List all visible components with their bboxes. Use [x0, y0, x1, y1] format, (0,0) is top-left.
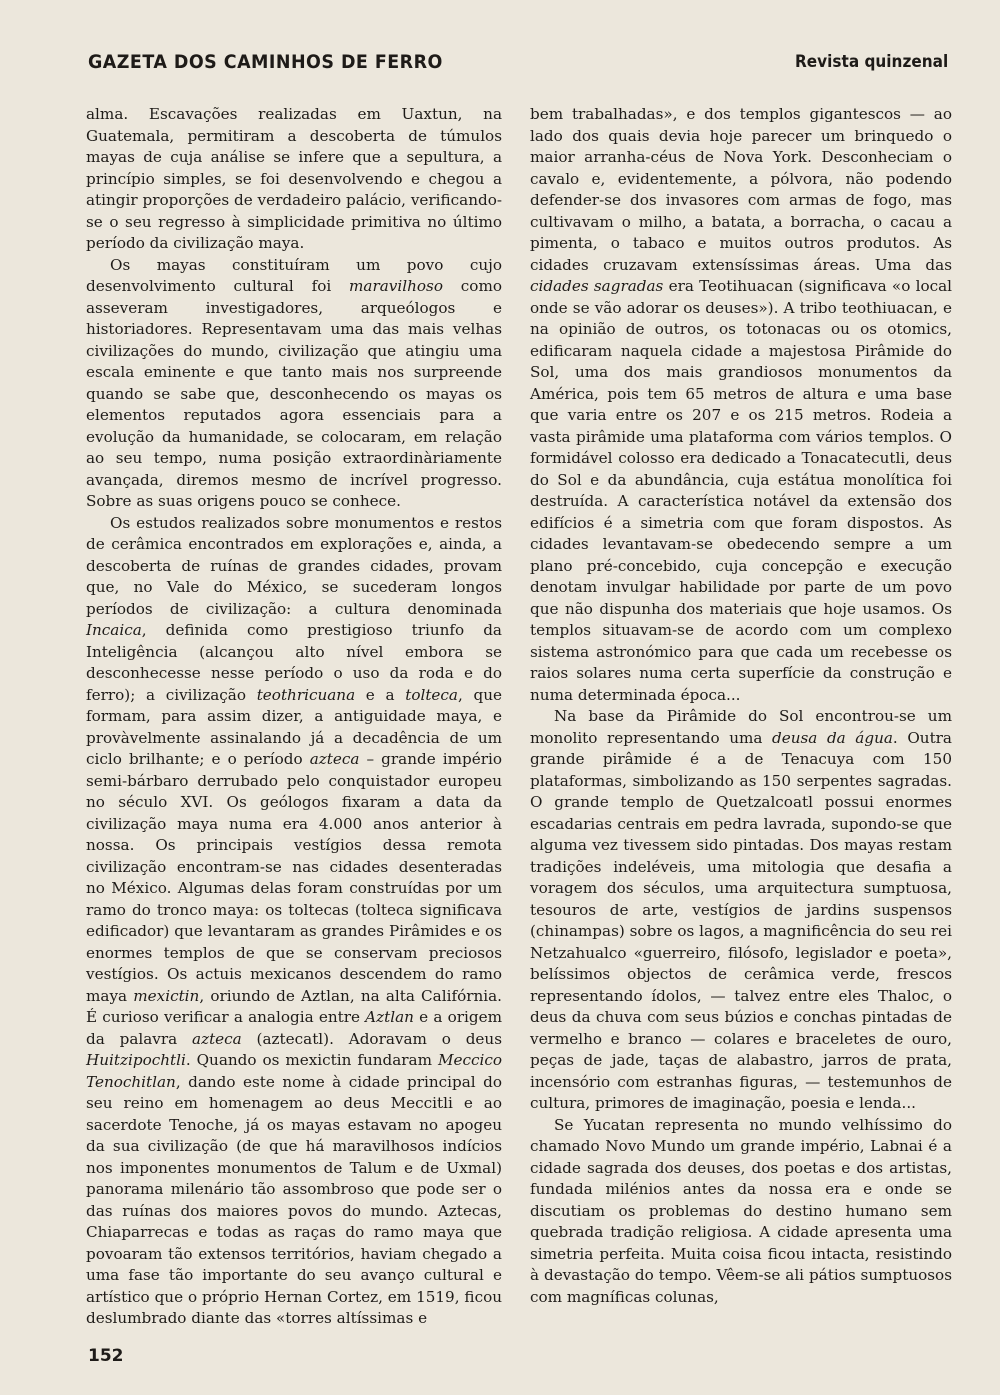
paragraph: bem trabalhadas», e dos templos gigantescos — ao lado dos quais devia hoje parecer um brinquedo o maior arranha-céus de Nova York. Desconheciam o cavalo e, evidentemente, a pólvora, não podendo defender-se dos invasores com armas de fogo, mas cultivavam o milho, a batata, a borracha, o cacau a pimenta, o tabaco e muitos outros produtos. As cidades cruzavam extensíssimas áreas. Uma das cidades sagradas era Teotihuacan (significava «o local onde se vão adorar os deuses»). A tribo teothiuacan, e na opinião de outros, os totonacas ou os otomics, edificaram naquela cidade a majestosa Pirâmide do Sol, uma dos mais grandiosos monumentos da América, pois tem 65 metros de altura e uma base que varia entre os 207 e os 215 metros. Rodeia a vasta pirâmide uma plataforma com vários templos. O formidável colosso era dedicado a Tonacatecutli, deus do Sol e da abundância, cuja estátua monolítica foi destruída. A característica notável da extensão dos edifícios é a simetria com que foram dispostos. As cidades levantavam-se obedecendo sempre a um plano pré-concebido, cuja concepção e execução denotam invulgar habilidade por parte de um povo que não dispunha dos materiais que hoje usamos. Os templos situavam-se de acordo com um complexo sistema astronómico para que cada um recebesse os raios solares numa certa superfície da construção e numa determinada época...: [530, 105, 953, 704]
left-column: [86, 104, 502, 1330]
page-number: 152: [88, 1346, 124, 1366]
page-header: [88, 42, 948, 82]
publication-title: GAZETA DOS CAMINHOS DE FERRO: [88, 51, 443, 73]
paragraph: Na base da Pirâmide do Sol encontrou-se um monolito representando uma deusa da água. Outra grande pirâmide é a de Tenacuya com 150 plataformas, simbolizando as 150 serpentes sagradas. O grande templo de Quetzalcoatl possui enormes escadarias centrais em pedra lavrada, supondo-se que alguma vez tivessem sido pintadas. Dos mayas restam tradições indeléveis, uma mitologia que desafia a voragem dos séculos, uma arquitectura sumptuosa, tesouros de arte, vestígios de jardins suspensos (chinampas) sobre os lagos, a magnificência do seu rei Netzahualco «guerreiro, filósofo, legislador e poeta», belíssimos objectos de cerâmica verde, frescos representando ídolos, — talvez entre eles Thaloc, o deus da chuva com seus búzios e conchas pintadas de vermelho e branco — colares e braceletes de ouro, peças de jade, taças de alabastro, jarros de prata, incensório com estranhas figuras, — testemunhos de cultura, primores de imaginação, poesia e lenda...: [530, 707, 952, 1112]
paragraph: alma. Escavações realizadas em Uaxtun, na Guatemala, permitiram a descoberta de túmulos mayas de cuja análise se infere que a sepultura, a princípio simples, se foi desenvolvendo e chegou a atingir proporções de verdadeiro palácio, verificando-se o seu regresso à simplicidade primitiva no último período da civilização maya.: [86, 105, 502, 252]
paragraph: Se Yucatan representa no mundo velhíssimo do chamado Novo Mundo um grande império, Labnai é a cidade sagrada dos deuses, dos poetas e dos artistas, fundada milénios antes da nossa era e onde se discutiam os problemas do destino humano sem quebrada tradição religiosa. A cidade apresenta uma simetria perfeita. Muita coisa ficou intacta, resistindo à devastação do tempo. Vêem-se ali pátios sumptuosos com magníficas colunas,: [530, 1115, 952, 1306]
paragraph: Os mayas constituíram um povo cujo desenvolvimento cultural foi maravilhoso como asseveram investigadores, arqueólogos e historiadores. Representavam uma das mais velhas civilizações do mundo, civilização que atingiu uma escala eminente e que tanto mais nos surpreende quando se sabe que, desconhecendo os mayas os elementos reputados agora essenciais para a evolução da humanidade, se colocaram, em relação ao seu tempo, numa posição extraordinàriamente avançada, diremos mesmo de incrível progresso. Sobre as suas origens pouco se conhece.: [86, 255, 502, 510]
paragraph: Os estudos realizados sobre monumentos e restos de cerâmica encontrados em explorações e, ainda, a descoberta de ruínas de grandes cidades, provam que, no Vale do México, se sucederam longos períodos de civilização: a cultura denominada Incaica, definida como prestigioso triunfo da Inteligência (alcançou alto nível embora se desconhecesse nesse período o uso da roda e do ferro); a civilização teothricuana e a tolteca, que formam, para assim dizer, a antiguidade maya, e provàvelmente assinalando já a decadência de um ciclo brilhante; e o período azteca – grande império semi-bárbaro derrubado pelo conquistador europeu no século XVI. Os geólogos fixaram a data da civilização maya numa era 4.000 anos anterior à nossa. Os principais vestígios dessa remota civilização encontram-se nas cidades desenteradas no México. Algumas delas foram construídas por um ramo do tronco maya: os toltecas (tolteca significava edificador) que levantaram as grandes Pirâmides e os enormes templos de que se conservam preciosos vestígios. Os actuis mexicanos descendem do ramo maya mexictin, oriundo de Aztlan, na alta Califórnia. É curioso verificar a analogia entre Aztlan e a origem da palavra azteca (aztecatl). Adoravam o deus Huitzipochtli. Quando os mexictin fundaram Meccico Tenochitlan, dando este nome à cidade principal do seu reino em homenagem ao deus Meccitli e ao sacerdote Tenoche, já os mayas estavam no apogeu da sua civilização (de que há maravilhosos indícios nos imponentes monumentos de Talum e de Uxmal) panorama milenário tão assombroso que pode ser o das ruínas dos maiores povos do mundo. Aztecas, Chiaparrecas e todas as raças do ramo maya que povoaram tão extensos territórios, haviam chegado a uma fase tão importante do seu avanço cultural e artístico que o próprio Hernan Cortez, em 1519, ficou deslumbrado diante das «torres altíssimas e: [86, 513, 502, 1327]
right-column: [530, 104, 952, 1308]
publication-frequency: Revista quinzenal: [794, 52, 948, 72]
